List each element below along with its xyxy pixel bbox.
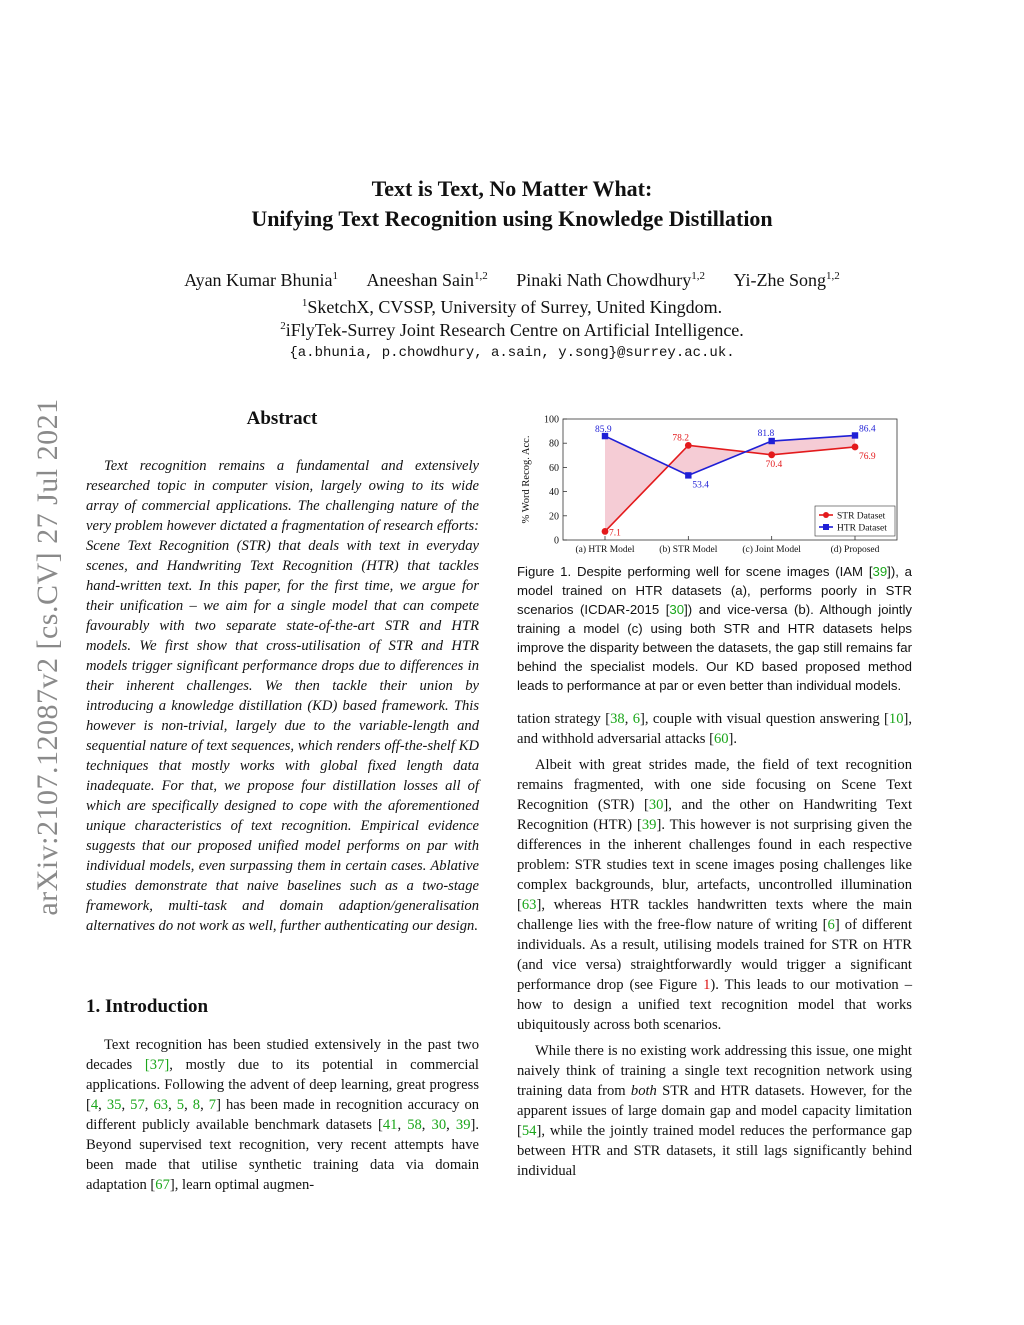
- author-emails: {a.bhunia, p.chowdhury, a.sain, y.song}@surrey.ac.uk.: [289, 345, 735, 361]
- author-name: Pinaki Nath Chowdhury: [516, 270, 692, 290]
- abstract-heading: Abstract: [246, 408, 318, 429]
- citation-link[interactable]: 35: [106, 1097, 122, 1113]
- data-label: 85.9: [595, 425, 612, 436]
- citation-link[interactable]: 41: [382, 1117, 398, 1133]
- citation-link[interactable]: 5: [176, 1097, 185, 1113]
- author-affiliation-mark: 1,2: [691, 270, 706, 282]
- author: [184, 270, 338, 290]
- citation-link[interactable]: 7: [208, 1097, 217, 1113]
- legend-marker: [823, 524, 829, 530]
- data-point-marker: [852, 444, 859, 451]
- y-tick-label: 0: [554, 535, 559, 547]
- x-tick-label: (b) STR Model: [659, 545, 718, 555]
- paper-title-line-1: Text is Text, No Matter What:: [371, 176, 653, 201]
- abstract-body: [86, 456, 479, 936]
- author-affiliation-mark: 1: [332, 270, 339, 282]
- author: [734, 270, 840, 290]
- abstract-text: Text recognition remains a fundamental and extensively researched topic in computer vision, largely owing to its wide array of commercial applications. The challenging nature of the very problem however dictated a fragmentation of research efforts: Scene Text Recognition (STR) that deals with text in everyday scenes, and Handwriting Text Recognition (HTR) that tackles hand-written text. In this paper, for the first time, we argue for their unification – we aim for a single model that can compete favourably with two separate state-of-the-art STR and HTR models. We first show that cross-utilisation of STR and HTR models trigger significant performance drops due to differences in their inherent challenges. We then tackle their union by introducing a knowledge distillation (KD) based framework. This however is non-trivial, largely due to the variable-length and sequential nature of text sequences, which renders off-the-shelf KD techniques that mostly works with global fixed length data inadequate. For that, we propose four distillation losses all of which are specifically designed to cope with the aforementioned unique characteristics of text recognition. Empirical evidence suggests that our proposed unified model performs on par with individual models, even surpassing them in certain cases. Ablative studies demonstrate that naive baselines such as a two-stage framework, multi-task and domain adaption/generalisation alternatives do not work as well, further authenticating our design.: [86, 458, 479, 934]
- citation-link[interactable]: 54: [521, 1123, 537, 1139]
- legend-marker: [823, 512, 829, 518]
- data-point-marker: [602, 528, 609, 535]
- figure-1-chart: [517, 412, 912, 557]
- citation-link[interactable]: 38: [610, 711, 625, 727]
- data-label: 76.9: [859, 451, 876, 462]
- citation-link[interactable]: 10: [888, 711, 904, 727]
- y-tick-label: 40: [549, 487, 559, 499]
- figure-reference-link[interactable]: 1: [703, 977, 711, 993]
- citation-link[interactable]: 30: [669, 602, 685, 617]
- author-affiliation-mark: 1,2: [474, 270, 488, 282]
- data-label: 86.4: [859, 424, 876, 435]
- citation-link[interactable]: 58: [407, 1117, 422, 1133]
- emphasis-text: both: [630, 1083, 657, 1099]
- data-label: 81.8: [757, 429, 775, 440]
- arxiv-identifier: [28, 367, 68, 947]
- paragraph: tation strategy [38, 6], couple with visual question answering [10], and withhold adversarial attacks [60].: [517, 711, 913, 747]
- citation-link[interactable]: 63: [153, 1097, 169, 1113]
- y-tick-label: 100: [544, 414, 559, 426]
- x-tick-label: (c) Joint Model: [742, 545, 801, 555]
- author-name: Ayan Kumar Bhunia: [184, 270, 333, 290]
- citation-link[interactable]: 4: [90, 1097, 99, 1113]
- figure-1-caption: Figure 1. Despite performing well for scene images (IAM [39]), a model trained on HTR datasets (a), performs poorly in STR scenarios (ICDAR-2015 [30]) and vice-versa (b). Although jointly training a model (c) using both STR and HTR datasets helps improve the disparity between the datasets, the gap still remains far behind the specialist models. Our KD based proposed method leads to performance at par or even better than individual models.: [517, 564, 912, 693]
- data-label: 78.2: [672, 433, 689, 444]
- affiliation-1: [0, 297, 1024, 318]
- line-chart: [517, 412, 912, 557]
- citation-link[interactable]: 39: [455, 1117, 471, 1133]
- arxiv-identifier-text: arXiv:2107.12087v2 [cs.CV] 27 Jul 2021: [31, 398, 64, 916]
- author: [367, 270, 488, 290]
- paragraph: While there is no existing work addressing this issue, one might naively think of training a single text recognition network using training data from both STR and HTR datasets. However, for the apparent issues of large domain gap and model capacity limitation [54], while the jointly trained model reduces the performance gap between HTR and STR datasets, it still lags significantly behind individual: [517, 1043, 913, 1179]
- section-heading-introduction: 1. Introduction: [86, 996, 209, 1017]
- y-tick-label: 20: [549, 511, 559, 523]
- citation-link[interactable]: 63: [521, 897, 537, 913]
- citation-link[interactable]: 30: [648, 797, 664, 813]
- author: [516, 270, 705, 290]
- legend-label: HTR Dataset: [837, 523, 887, 534]
- left-column-body: [86, 1035, 479, 1195]
- citation-link[interactable]: 57: [130, 1097, 145, 1113]
- author-name: Aneeshan Sain: [366, 270, 475, 290]
- affiliation-number: 1: [301, 297, 308, 309]
- legend-label: STR Dataset: [837, 511, 886, 522]
- right-column-body: [517, 709, 912, 1187]
- x-tick-label: (d) Proposed: [830, 545, 880, 555]
- citation-link[interactable]: 8: [192, 1097, 201, 1113]
- affiliation-text: SketchX, CVSSP, University of Surrey, United Kingdom.: [307, 297, 723, 317]
- data-point-marker: [852, 432, 858, 438]
- data-label: 70.4: [765, 459, 783, 470]
- citation-link[interactable]: 67: [155, 1177, 170, 1193]
- data-label: 7.1: [609, 528, 621, 539]
- citation-link[interactable]: [37]: [144, 1057, 170, 1073]
- y-tick-label: 60: [549, 462, 559, 474]
- citation-link[interactable]: 30: [431, 1117, 447, 1133]
- citation-link[interactable]: 39: [641, 817, 657, 833]
- y-axis-label: % Word Recog. Acc.: [521, 435, 532, 524]
- paper-title-line-2: Unifying Text Recognition using Knowledge Distillation: [251, 206, 773, 231]
- y-tick-label: 80: [549, 438, 559, 450]
- data-label: 53.4: [692, 480, 709, 491]
- author-list: [0, 270, 1024, 291]
- paragraph: Text recognition has been studied extensively in the past two decades [37], mostly due to its potential in commercial applications. Following the advent of deep learning, great progress [4, 35, 57, 63, 5, 8, 7] has been made in recognition accuracy on different publicly available benchmark datasets [41, 58, 30, 39]. Beyond supervised text recognition, very recent attempts have been made that utilise synthetic training data via domain adaptation [67], learn optimal augmen-: [86, 1037, 480, 1193]
- data-point-marker: [768, 451, 775, 458]
- paragraph: Albeit with great strides made, the field of text recognition remains fragmented, with one side focusing on Scene Text Recognition (STR) [30], and the other on Handwriting Text Recognition (HTR) [39]. This however is not surprising given the differences in the inherent challenges found in each respective problem: STR studies text in scene images posing challenges like complex backgrounds, blur, artefacts, uncontrolled illumination [63], whereas HTR tackles handwritten texts where the main challenge lies with the free-flow nature of writing [6] of different individuals. As a result, utilising models trained for STR on HTR (and vice versa) straightforwardly would trigger a significant performance drop (see Figure 1). This leads to our motivation – how to design a unified text recognition model that works ubiquitously across both scenarios.: [517, 757, 913, 1033]
- citation-link[interactable]: 39: [872, 564, 888, 579]
- citation-link[interactable]: 6: [632, 711, 641, 727]
- affiliation-number: 2: [280, 320, 286, 332]
- affiliation-text: iFlyTek-Surrey Joint Research Centre on Artificial Intelligence.: [285, 320, 744, 340]
- data-point-marker: [685, 472, 691, 478]
- affiliation-2: [0, 320, 1024, 341]
- x-tick-label: (a) HTR Model: [575, 545, 635, 555]
- author-affiliation-mark: 1,2: [826, 270, 840, 282]
- citation-link[interactable]: 60: [713, 731, 729, 747]
- author-name: Yi-Zhe Song: [733, 270, 827, 290]
- citation-link[interactable]: 6: [827, 917, 835, 933]
